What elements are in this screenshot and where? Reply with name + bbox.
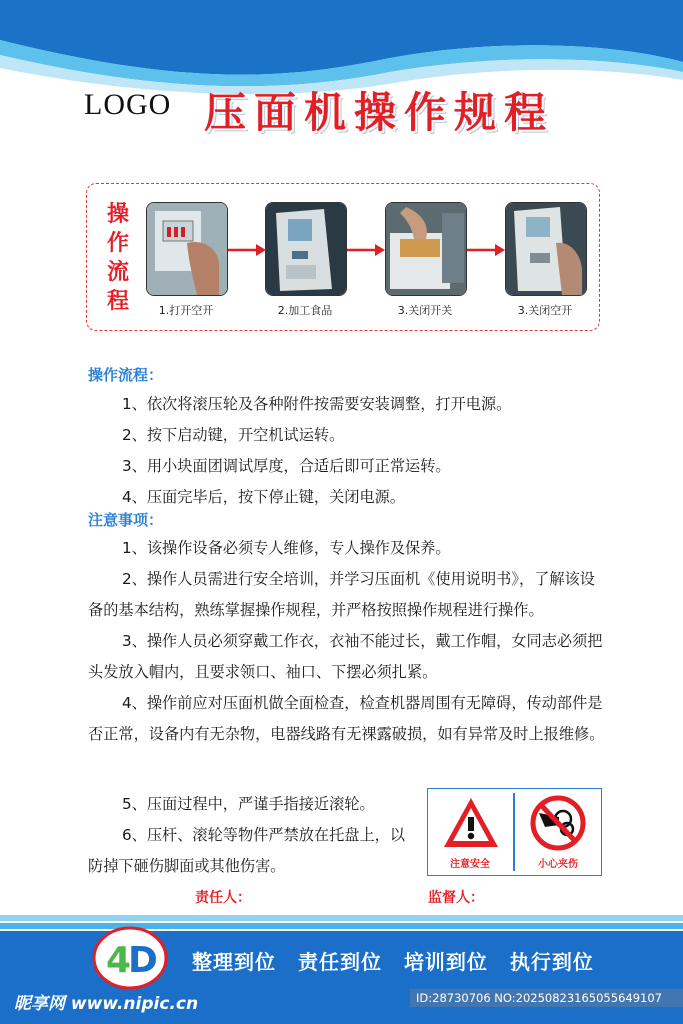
watermark-id: ID:28730706 NO:20250823165055649107 xyxy=(410,989,683,1007)
step-photo-1 xyxy=(146,202,228,296)
procedure-heading: 操作流程： xyxy=(88,366,164,384)
procedure-item: 4、压面完毕后，按下停止键，关闭电源。 xyxy=(122,488,406,506)
flow-title-char: 作 xyxy=(106,231,129,256)
hand-pinch-prohibition-icon xyxy=(529,795,587,851)
notes-list xyxy=(88,533,606,750)
divider xyxy=(513,793,515,871)
note-item: 5、压面过程中，严谨手指接近滚轮。 xyxy=(122,795,375,813)
procedure-list xyxy=(88,389,606,513)
footer-slogans xyxy=(192,946,608,975)
slogan: 培训到位 xyxy=(403,950,488,974)
slogan: 责任到位 xyxy=(297,950,382,974)
note-item: 2、操作人员需进行安全培训，并学习压面机《使用说明书》，了解该设备的基本结构，熟练掌握操作规程，并严格按照操作规程进行操作。 xyxy=(88,570,595,619)
svg-text:D: D xyxy=(128,940,158,981)
arrow-right-icon xyxy=(467,243,505,257)
step-caption-1: 1.打开空开 xyxy=(158,304,214,317)
note-item: 3、操作人员必须穿戴工作衣，衣袖不能过长，戴工作帽，女同志必须把头发放入帽内，且要求领口、袖口、下摆必须扎紧。 xyxy=(88,632,603,681)
warning-signs-panel xyxy=(427,788,602,876)
logo-text: LOGO xyxy=(84,88,172,121)
supervisor-label: 监督人： xyxy=(428,890,484,906)
notes-list-tail xyxy=(88,789,418,882)
arrow-right-icon xyxy=(347,243,385,257)
4d-logo-icon xyxy=(90,922,172,990)
note-item: 4、操作前应对压面机做全面检查，检查机器周围有无障碍，传动部件是否正常，设备内有无杂物，电器线路有无裸露破损，如有异常及时上报维修。 xyxy=(88,694,605,743)
note-item: 6、压杆、滚轮等物件严禁放在托盘上，以防掉下砸伤脚面或其他伤害。 xyxy=(88,826,406,875)
notes-heading: 注意事项： xyxy=(88,511,164,529)
watermark-site: 昵享网 www.nipic.cn xyxy=(14,994,199,1014)
procedure-item: 3、用小块面团调试厚度，合适后即可正常运转。 xyxy=(122,457,451,475)
step-caption-4: 3.关闭空开 xyxy=(517,304,573,317)
note-item: 1、该操作设备必须专人维修，专人操作及保养。 xyxy=(122,539,451,557)
step-photo-3 xyxy=(385,202,467,296)
step-photo-4 xyxy=(505,202,587,296)
flow-vertical-title xyxy=(104,200,132,316)
step-caption-2: 2.加工食品 xyxy=(277,304,333,317)
flow-title-char: 操 xyxy=(106,202,129,227)
slogan: 整理到位 xyxy=(192,950,276,974)
page-title: 压面机操作规程 xyxy=(204,88,555,137)
arrow-right-icon xyxy=(228,243,266,257)
exclamation-warning-icon xyxy=(442,795,500,851)
warning-label-safety: 注意安全 xyxy=(450,859,490,870)
flow-title-char: 程 xyxy=(106,289,129,314)
step-photo-2 xyxy=(265,202,347,296)
warning-label-pinch: 小心夹伤 xyxy=(538,859,578,870)
procedure-item: 1、依次将滚压轮及各种附件按需要安装调整，打开电源。 xyxy=(122,395,512,413)
procedure-item: 2、按下启动键，开空机试运转。 xyxy=(122,426,345,444)
responsible-person-label: 责任人： xyxy=(195,890,251,906)
flow-title-char: 流 xyxy=(106,260,129,285)
slogan: 执行到位 xyxy=(509,950,594,974)
step-caption-3: 3.关闭开关 xyxy=(397,304,453,317)
svg-text:4: 4 xyxy=(106,940,132,981)
